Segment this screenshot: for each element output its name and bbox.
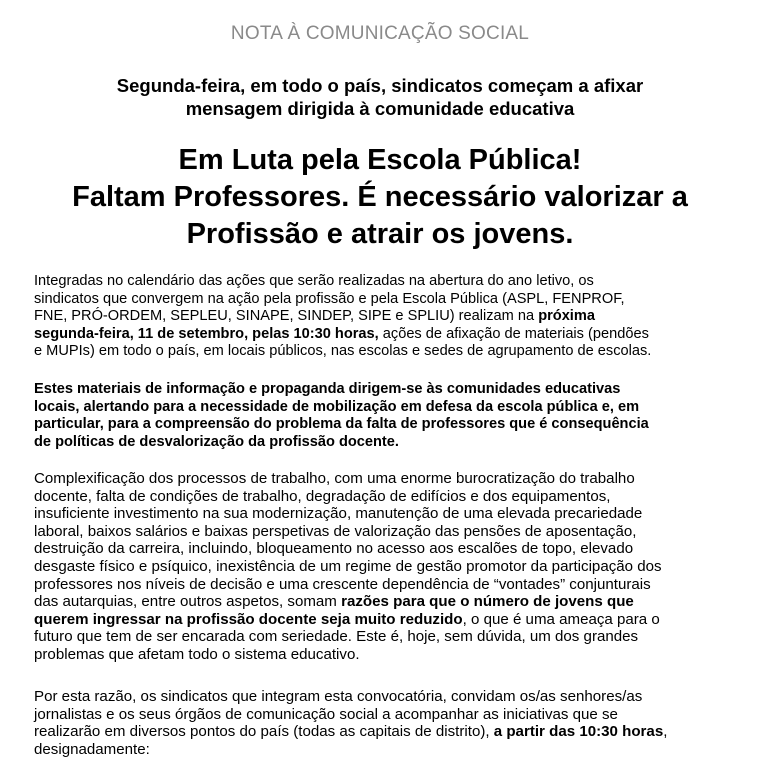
paragraph-line: Estes materiais de informação e propaganda dirigem-se às comunidades educativas bbox=[34, 381, 621, 397]
headline-line: Em Luta pela Escola Pública! bbox=[178, 144, 582, 176]
paragraph-text: ações de afixação de materiais (pendões bbox=[378, 325, 649, 342]
paragraph-line: sindicatos que convergem na ação pela profissão e pela Escola Pública (ASPL, FENPROF, bbox=[34, 290, 625, 307]
paragraph-bold-highlight bbox=[34, 381, 724, 451]
paragraph-line: particular, para a compreensão do problema da falta de professores que é consequência bbox=[34, 416, 649, 433]
paragraph-line bbox=[34, 308, 724, 326]
paragraph-line: insuficiente investimento na sua modernização, manutenção de uma elevada precariedade bbox=[34, 505, 643, 523]
paragraph-line: desgaste físico e psíquico, inexistência de um regime de gestão promotor da participação dos bbox=[34, 557, 662, 575]
paragraph-text: realizarão em diversos pontos do país (todas as capitais de distrito), bbox=[34, 723, 494, 741]
document-header-label: NOTA À COMUNICAÇÃO SOCIAL bbox=[230, 23, 530, 44]
paragraph-reasons bbox=[34, 470, 724, 664]
bold-text: segunda-feira, 11 de setembro, pelas 10:30 horas, bbox=[34, 325, 379, 342]
document-headline bbox=[10, 142, 750, 253]
paragraph-text: , bbox=[663, 723, 668, 741]
paragraph-line bbox=[34, 593, 724, 611]
document-subtitle bbox=[40, 74, 720, 120]
paragraph-line: problemas que afetam todo o sistema educativo. bbox=[34, 645, 360, 663]
paragraph-line: Integradas no calendário das ações que serão realizadas na abertura do ano letivo, os bbox=[34, 273, 594, 289]
subtitle-line: mensagem dirigida à comunidade educativa bbox=[185, 98, 575, 119]
paragraph-line: e MUPIs) em todo o país, em locais públicos, nas escolas e sedes de agrupamento de escolas. bbox=[34, 343, 652, 360]
paragraph-invitation bbox=[34, 688, 724, 758]
paragraph-text: FNE, PRÓ-ORDEM, SEPLEU, SINAPE, SINDEP, SIPE e SPLIU) realizam na bbox=[34, 308, 539, 325]
subtitle-line: Segunda-feira, em todo o país, sindicatos começam a afixar bbox=[116, 75, 644, 96]
bold-text: a partir das 10:30 horas bbox=[493, 723, 664, 741]
paragraph-line: designadamente: bbox=[34, 740, 150, 758]
paragraph-text: das autarquias, entre outros aspetos, somam bbox=[34, 593, 342, 611]
paragraph-line bbox=[34, 723, 724, 741]
paragraph-line: docente, falta de condições de trabalho, degradação de edifícios e dos equipamentos, bbox=[34, 487, 611, 505]
paragraph-line: futuro que tem de ser encarada com seriedade. Este é, hoje, sem dúvida, um dos grandes bbox=[34, 628, 639, 646]
bold-text: razões para que o número de jovens que bbox=[341, 593, 634, 611]
bold-text: querem ingressar na profissão docente seja muito reduzido bbox=[34, 610, 463, 628]
paragraph-text: , o que é uma ameaça para o bbox=[462, 610, 660, 628]
paragraph-line bbox=[34, 326, 724, 344]
paragraph-line: destruição da carreira, incluindo, bloqueamento no acesso aos escalões de topo, elevado bbox=[34, 540, 634, 558]
paragraph-line: laboral, baixos salários e baixas perspetivas de valorização das pensões de aposentação, bbox=[34, 522, 637, 540]
headline-line: Profissão e atrair os jovens. bbox=[186, 218, 574, 250]
headline-line: Faltam Professores. É necessário valorizar a bbox=[72, 181, 688, 213]
paragraph-line bbox=[34, 611, 724, 629]
paragraph-line: de políticas de desvalorização da profissão docente. bbox=[34, 433, 399, 450]
bold-text: próxima bbox=[538, 308, 595, 325]
paragraph-line: jornalistas e os seus órgãos de comunicação social a acompanhar as iniciativas que se bbox=[34, 705, 618, 723]
paragraph-line: locais, alertando para a necessidade de mobilização em defesa da escola pública e, em bbox=[34, 398, 640, 415]
paragraph-line: Complexificação dos processos de trabalho, com uma enorme burocratização do trabalho bbox=[34, 470, 635, 487]
paragraph-intro bbox=[34, 273, 724, 361]
paragraph-line: professores nos níveis de decisão e uma crescente dependência de “vontades” conjunturais bbox=[34, 575, 651, 593]
paragraph-line: Por esta razão, os sindicatos que integram esta convocatória, convidam os/as senhores/as bbox=[34, 688, 643, 705]
